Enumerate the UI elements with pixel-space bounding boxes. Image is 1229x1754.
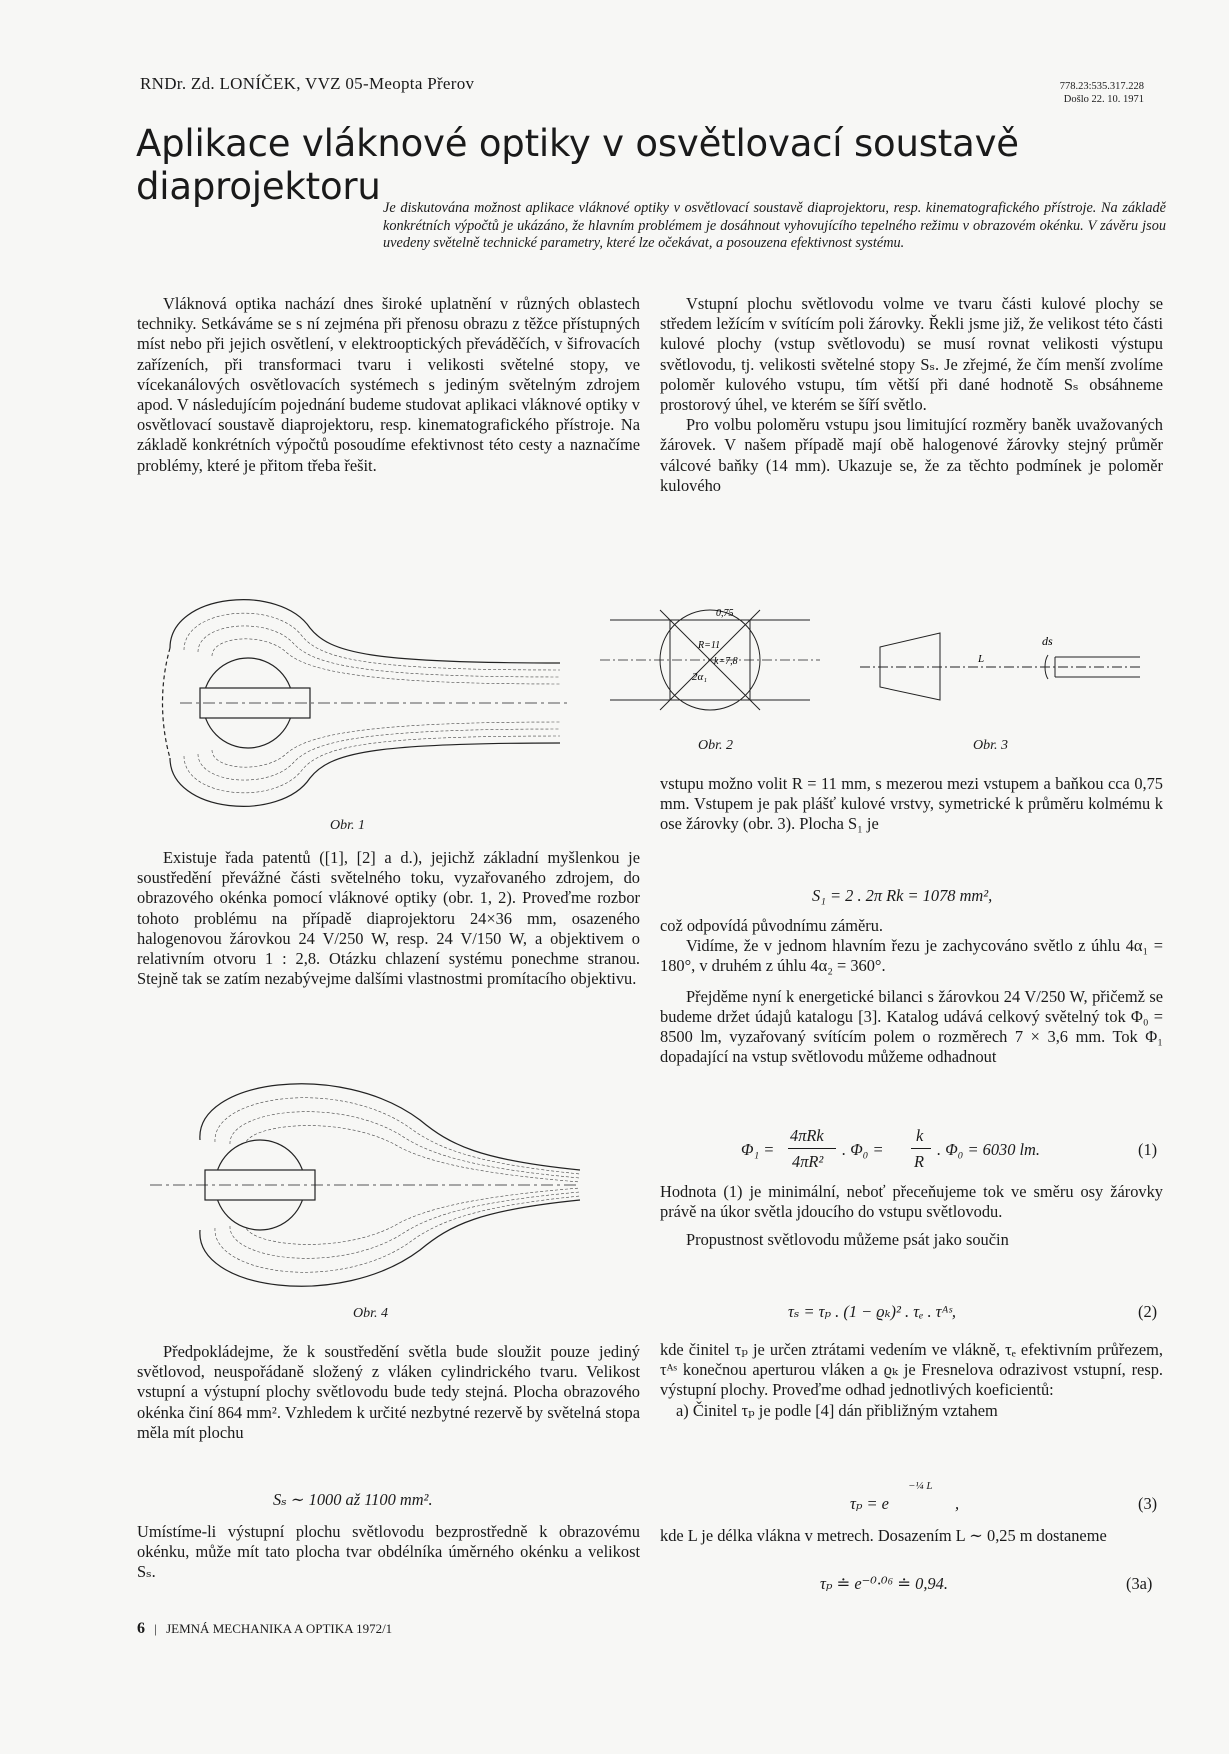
col2-paragraph-11: kde L je délka vlákna v metrech. Dosazením L ∼ 0,25 m dostaneme (660, 1526, 1107, 1545)
figure-1-caption: Obr. 1 (330, 818, 366, 833)
col2-block-2 (660, 774, 1163, 835)
eq3-number: (3) (1138, 1494, 1158, 1513)
eq1-fraction-bar (788, 1148, 836, 1149)
figure-2-k-label: k=7,8 (714, 656, 738, 667)
col2-block-1 (660, 294, 1163, 496)
eq2-number: (2) (1138, 1302, 1158, 1321)
equation-s1: S₁ = 2 . 2π Rk = 1078 mm², (812, 886, 993, 905)
figure-2-caption: Obr. 2 (698, 738, 734, 753)
eq1-denominator: 4πR² (792, 1152, 824, 1171)
equation-3a: τₚ ≐ e⁻⁰·⁰⁶ ≐ 0,94. (820, 1574, 948, 1593)
page-footer: 6 | JEMNÁ MECHANIKA A OPTIKA 1972/1 (137, 1620, 393, 1637)
figure-3-ds-label: ds (1042, 634, 1053, 648)
author-line: RNDr. Zd. LONÍČEK, VVZ 05-Meopta Přerov (140, 74, 475, 93)
eq1-lhs: Φ₁ = (741, 1140, 775, 1159)
col1-paragraph-1: Vláknová optika nachází dnes široké uplatnění v různých oblastech techniky. Setkáváme se s ní zejména při přenosu obrazu z těžce přístupných míst nebo při jejich osvětlení, v elektrooptických převáděčích, v šifrovacích zařízeních, při transformaci tvaru i velikosti světelné stopy, ve vícekanálových osvětlovacích systémech s jediným světelným zdrojem apod. V následujícím pojednání budeme studovat aplikaci vláknové optiky v osvětlovací soustavě diaprojektoru, resp. kinematografického přístroje. Na základě konkrétních výpočtů posoudíme efektivnost této cesty a naznačíme problémy, které je přitom třeba řešit. (137, 294, 640, 475)
figure-3 (860, 625, 1150, 715)
eq1-numerator: 4πRk (790, 1126, 824, 1145)
col2-paragraph-4: což odpovídá původnímu záměru. (660, 916, 884, 935)
col1-paragraph-2: Existuje řada patentů ([1], [2] a d.), jejichž základní myšlenkou je soustředění převážné části světelného toku, vyzařovaného zdrojem, do obrazového okénka pomocí vláknové optiky (obr. 1, 2). Proveďme rozbor tohoto problému na případě diaprojektoru 24×36 mm, osazeného halogenovou žárovkou 24 V/250 W, resp. 24 V/150 W, a objektivem o relativním otvoru 1 : 2,8. Otázku chlazení systému ponechme stranou. Stejně tak se zatím nezabývejme dalšími vlastnostmi promítacího objektivu. (137, 848, 640, 989)
equation-ss: Sₛ ∼ 1000 až 1100 mm². (273, 1490, 433, 1509)
eq1-fraction-bar-2 (911, 1148, 931, 1149)
figure-2-alpha-label: 2α₁ (692, 671, 708, 683)
col2-paragraph-2: Pro volbu poloměru vstupu jsou limitující rozměry baněk uvažovaných žárovek. V našem případě mají obě halogenové žárovky stejný průměr válcové baňky (14 mm). Ukazuje se, že za těchto podmínek je poloměr kulového (660, 415, 1163, 495)
eq1-mid: . Φ₀ = (842, 1140, 884, 1159)
col2-paragraph-6: Přejděme nyní k energetické bilanci s žárovkou 24 V/250 W, přičemž se budeme držet údajů katalogu [3]. Katalog udává celkový světelný tok Φ₀ = 8500 lm, vyzařovaný svítícím polem o rozměrech 7 × 3,6 mm. Tok Φ₁ dopadající na vstup světlovodu můžeme odhadnout (660, 986, 1163, 1067)
col2-block-3 (660, 916, 1163, 1067)
figure-4 (140, 1070, 590, 1300)
col2-paragraph-10: a) Činitel τₚ je podle [4] dán přibližným vztahem (676, 1400, 998, 1420)
eq1-number: (1) (1138, 1140, 1158, 1159)
col2-paragraph-8: Propustnost světlovodu můžeme psát jako součin (686, 1230, 1009, 1250)
figure-3-caption: Obr. 3 (973, 738, 1009, 753)
abstract: Je diskutována možnost aplikace vláknové optiky v osvětlovací soustavě diaprojektoru, resp. kinematografického přístroje. Na základě konkrétních výpočtů je ukázáno, že hlavním problémem je dosáhnout vyhovujícího tepelného režimu v obrazovém okénku. V závěru jsou uvedeny světelně technické parametry, které lze očekávat, a posouzena efektivnost systému. (383, 200, 1166, 251)
eq3-lhs: τₚ = e (850, 1494, 889, 1513)
article-title: Aplikace vláknové optiky v osvětlovací soustavě diaprojektoru (136, 122, 1019, 208)
col1-paragraph-4: Umístíme-li výstupní plochu světlovodu bezprostředně k obrazovému okénku, může mít tato plocha tvar obdélníka úměrného okénku a velikost Sₛ. (137, 1522, 640, 1582)
col2-block-6 (660, 1526, 1163, 1546)
figure-3-l-label: L (978, 653, 985, 665)
col2-paragraph-1: Vstupní plochu světlovodu volme ve tvaru části kulové plochy se středem ležícím v svítícím poli žárovky. Řekli jsme již, že velikost této části kulové plochy (vstup světlovodu) se musí rovnat velikosti výstupu světlovodu, tj. velikosti světelné stopy Sₛ. Je zřejmé, že čím menší zvolíme poloměr kulového vstupu, tím větší při dané hodnotě Sₛ obsáhneme prostorový úhel, ve kterém se šíří světlo. (660, 294, 1163, 415)
eq3a-number: (3a) (1126, 1574, 1153, 1593)
figure-1 (160, 588, 580, 818)
figure-2-r-label: R=11 (698, 640, 721, 651)
header-meta (1000, 80, 1144, 106)
eq3-exponent: −¼ L (908, 1480, 933, 1492)
col2-paragraph-3: vstupu možno volit R = 11 mm, s mezerou mezi vstupem a baňkou cca 0,75 mm. Vstupem je pak plášť kulové vrstvy, symetrické k průměru kolmému k ose žárovky (obr. 3). Plocha S₁ je (660, 774, 1163, 834)
eq1-denominator-2: R (914, 1152, 925, 1171)
col2-paragraph-5: Vidíme, že v jednom hlavním řezu je zachycováno světlo z úhlu 4α₁ = 180°, v druhém z úhlu 4α₂ = 360°. (660, 936, 1163, 976)
col1-paragraph-3: Předpokládejme, že k soustředění světla bude sloužit pouze jediný světlovod, neuspořádaně složený z vláken cylindrického tvaru. Velikost vstupní a výstupní plochy světlovodu bude tedy stejná. Plocha obrazového okénka činí 864 mm². Vzhledem k určité nezbytné rezervě by světelná stopa měla mít plochu (137, 1342, 640, 1442)
received-date: Došlo 22. 10. 1971 (1063, 94, 1144, 105)
equation-2: τₛ = τₚ . (1 − ϱₖ)² . τₑ . τᴬˢ, (788, 1302, 956, 1321)
journal-name: JEMNÁ MECHANIKA A OPTIKA 1972/1 (166, 1621, 393, 1636)
col2-block-5 (660, 1340, 1163, 1421)
eq1-numerator-2: k (916, 1126, 924, 1145)
col2-block-4 (660, 1182, 1163, 1251)
page-number: 6 (137, 1620, 145, 1637)
col1-block-4 (137, 1522, 640, 1583)
figure-4-caption: Obr. 4 (353, 1306, 389, 1321)
eq3-comma: , (955, 1494, 960, 1513)
eq1-rhs: . Φ₀ = 6030 lm. (937, 1140, 1040, 1159)
figure-2 (600, 600, 820, 730)
col2-paragraph-7: Hodnota (1) je minimální, neboť přeceňujeme tok ve směru osy žárovky právě na úkor světla jdoucího do vstupu světlovodu. (660, 1182, 1163, 1222)
col2-paragraph-9: kde činitel τₚ je určen ztrátami vedením ve vlákně, τₑ efektivním průřezem, τᴬˢ konečnou aperturou vláken a ϱₖ je Fresnelova odrazivost vstupní, resp. výstupní plochy. Proveďme odhad jednotlivých koeficientů: (660, 1340, 1163, 1400)
col1-block-2 (137, 848, 640, 989)
col1-block-1 (137, 294, 640, 476)
udc-code: 778.23:535.317.228 (1059, 81, 1144, 92)
col1-block-3 (137, 1342, 640, 1443)
figure-2-gap-label: 0,75 (716, 608, 734, 619)
